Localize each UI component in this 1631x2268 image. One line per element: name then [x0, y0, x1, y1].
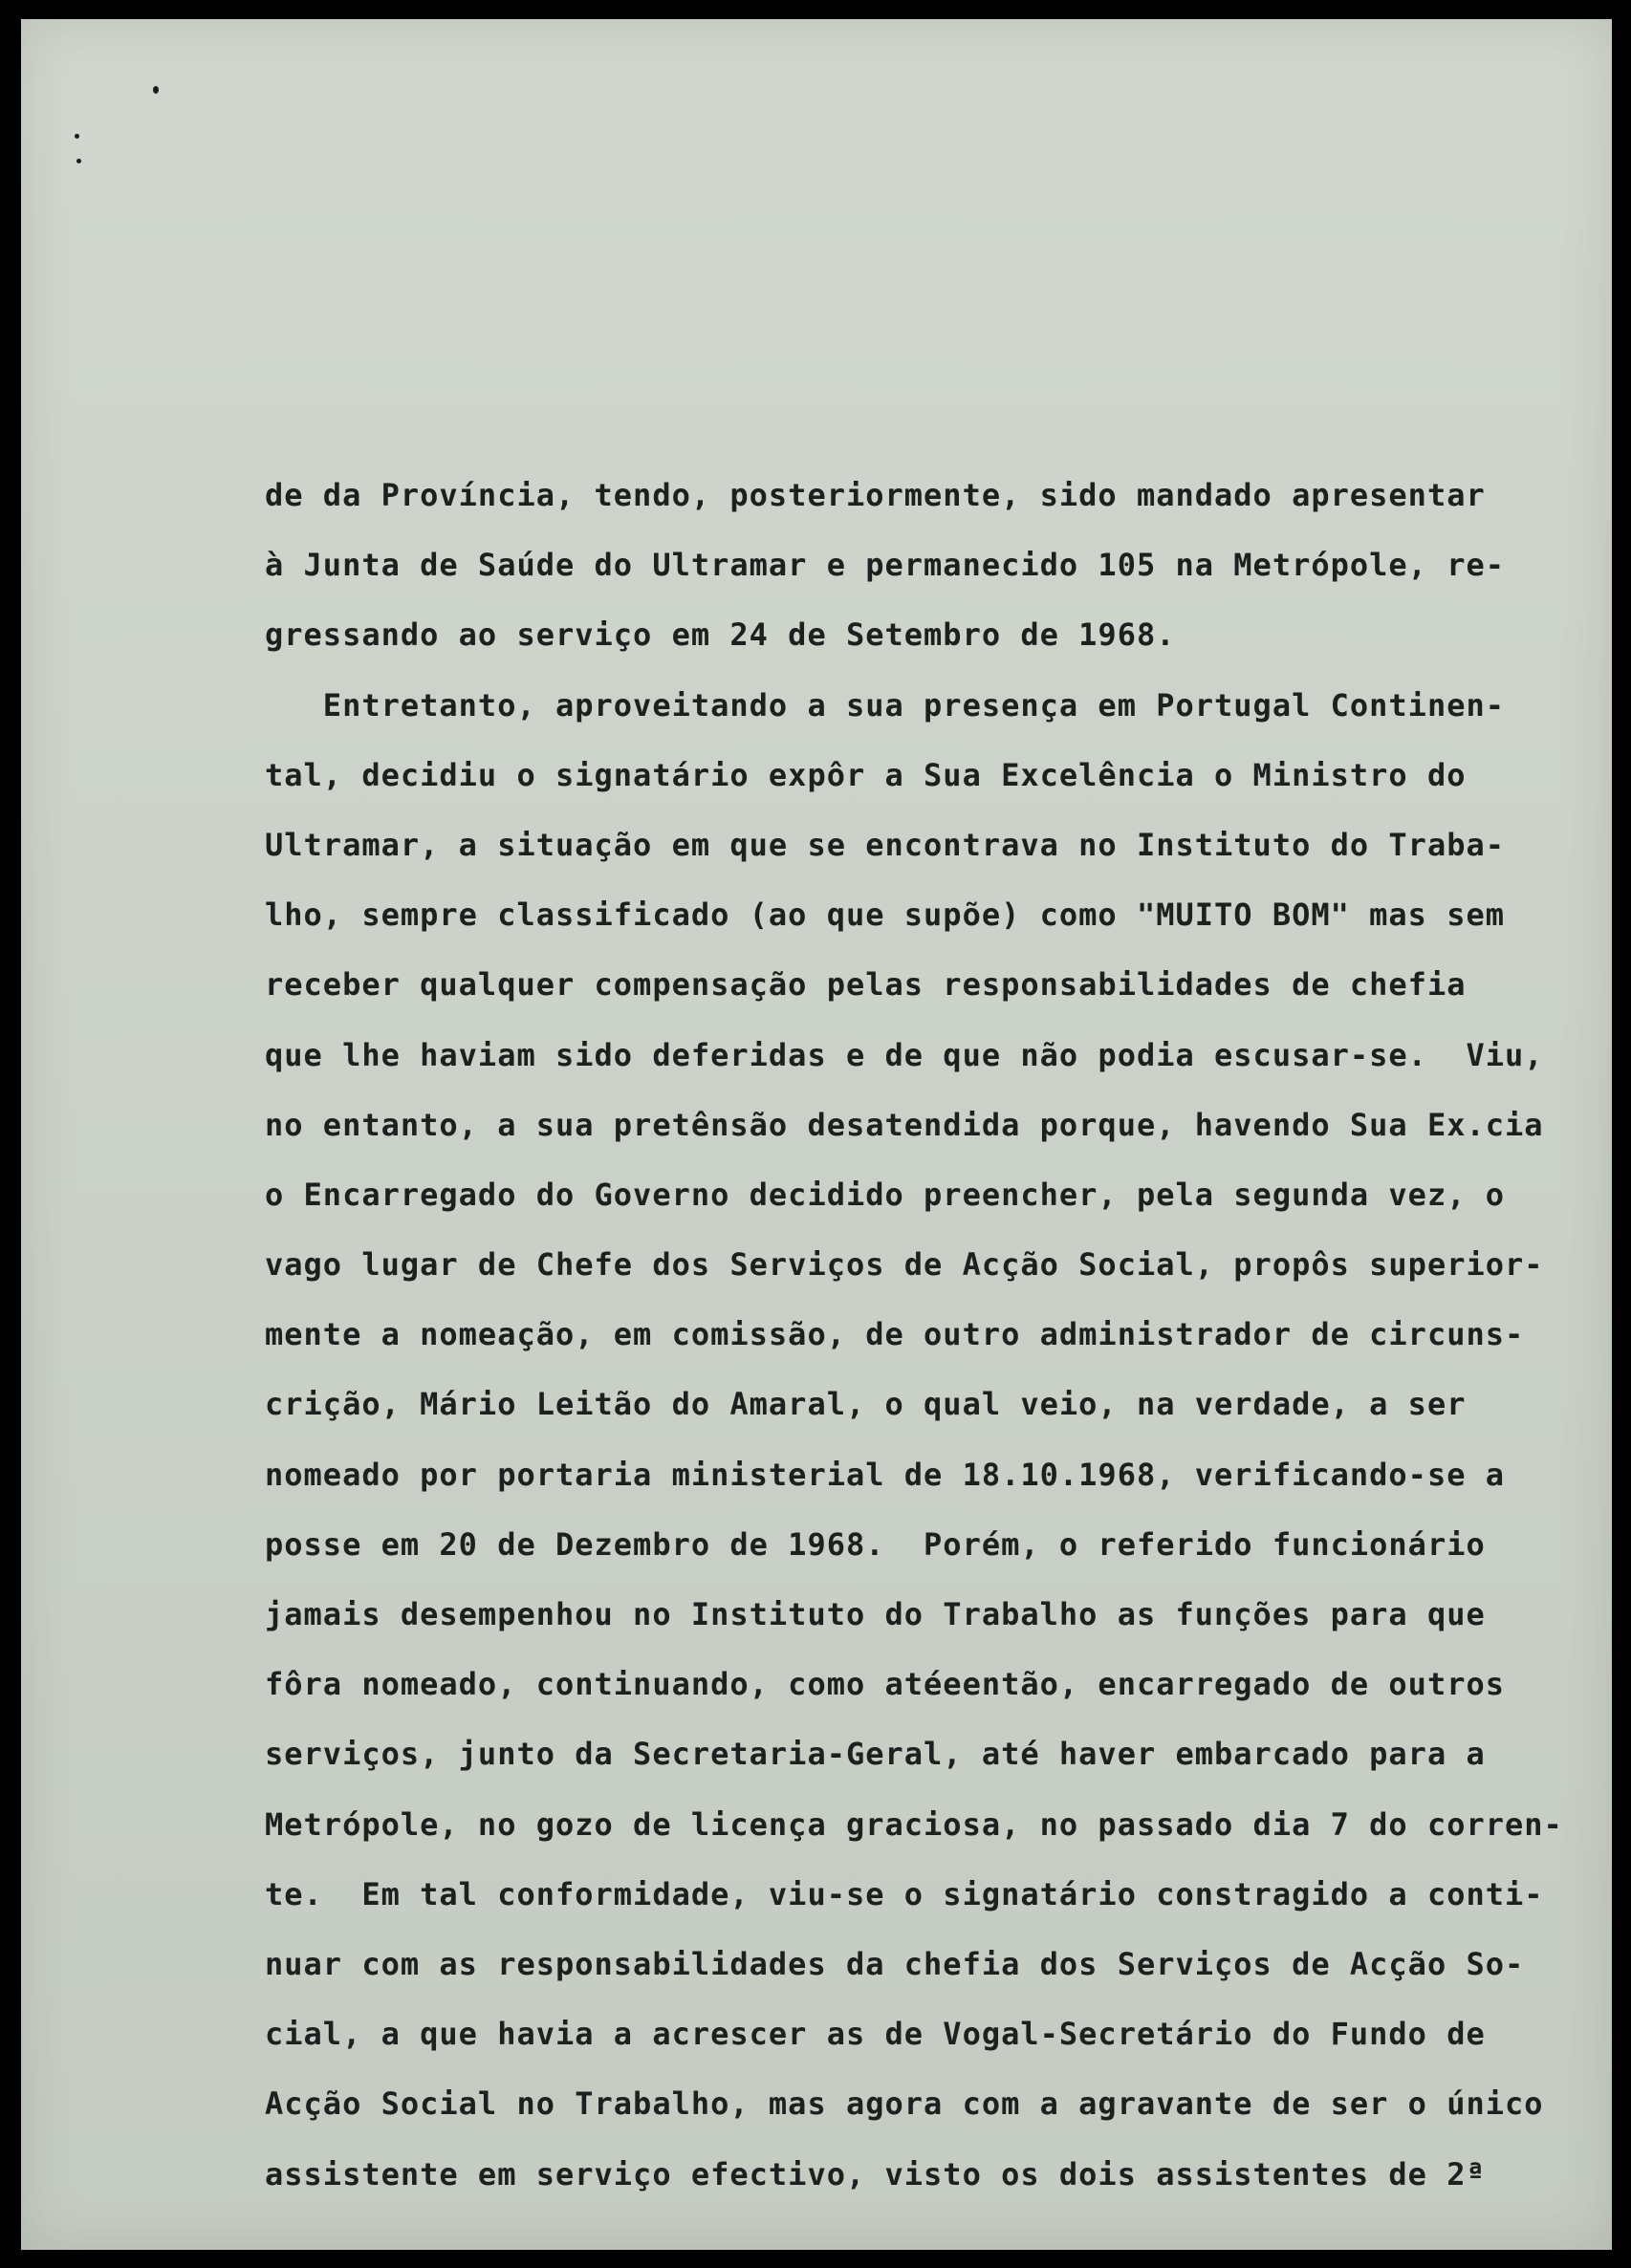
- text-line: lho, sempre classificado (ao que supõe) como "MUITO BOM" mas sem: [265, 896, 1505, 934]
- text-line: à Junta de Saúde do Ultramar e permanecido 105 na Metrópole, re-: [265, 547, 1505, 584]
- text-line: fôra nomeado, continuando, como atéeentão, encarregado de outros: [265, 1666, 1505, 1703]
- paper-sheet: [21, 19, 1612, 2250]
- text-line: assistente em serviço efectivo, visto os dois assistentes de 2ª: [265, 2155, 1486, 2192]
- text-line: receber qualquer compensação pelas responsabilidades de chefia: [265, 966, 1467, 1004]
- text-line: serviços, junto da Secretaria-Geral, até haver embarcado para a: [265, 1736, 1486, 1773]
- text-line: de da Província, tendo, posteriormente, sido mandado apresentar: [265, 477, 1486, 513]
- text-line: crição, Mário Leitão do Amaral, o qual veio, na verdade, a ser: [265, 1386, 1467, 1423]
- text-line: cial, a que havia a acrescer as de Vogal-Secretário do Fundo de: [265, 2016, 1486, 2053]
- text-line: jamais desempenhou no Instituto do Trabalho as funções para que: [265, 1596, 1486, 1632]
- text-line: Acção Social no Trabalho, mas agora com a agravante de ser o único: [265, 2085, 1544, 2123]
- text-line: Metrópole, no gozo de licença graciosa, no passado dia 7 do corren-: [265, 1805, 1563, 1843]
- ink-mark: [75, 134, 79, 139]
- text-line: Ultramar, a situação em que se encontrava no Instituto do Traba-: [265, 826, 1505, 863]
- typed-text-body: [265, 461, 1603, 2210]
- ink-mark: [76, 159, 81, 163]
- ink-mark: [153, 86, 159, 94]
- text-line: tal, decidiu o signatário expôr a Sua Excelência o Ministro do: [265, 756, 1467, 793]
- text-line: nomeado por portaria ministerial de 18.10.1968, verificando-se a: [265, 1456, 1505, 1493]
- text-line: Entretanto, aproveitando a sua presença em Portugal Continen-: [265, 686, 1505, 724]
- text-line: o Encarregado do Governo decidido preencher, pela segunda vez, o: [265, 1176, 1505, 1213]
- text-line: te. Em tal conformidade, viu-se o signatário constragido a conti-: [265, 1875, 1544, 1912]
- text-line: mente a nomeação, em comissão, de outro administrador de circuns-: [265, 1316, 1525, 1353]
- text-line: que lhe haviam sido deferidas e de que não podia escusar-se. Viu,: [265, 1036, 1544, 1073]
- text-line: vago lugar de Chefe dos Serviços de Acção Social, propôs superior-: [265, 1246, 1544, 1284]
- text-line: no entanto, a sua pretênsão desatendida porque, havendo Sua Ex.cia: [265, 1106, 1544, 1143]
- text-line: nuar com as responsabilidades da chefia dos Serviços de Acção So-: [265, 1945, 1525, 1982]
- text-line: posse em 20 de Dezembro de 1968. Porém, o referido funcionário: [265, 1525, 1486, 1563]
- text-line: gressando ao serviço em 24 de Setembro de 1968.: [265, 616, 1176, 654]
